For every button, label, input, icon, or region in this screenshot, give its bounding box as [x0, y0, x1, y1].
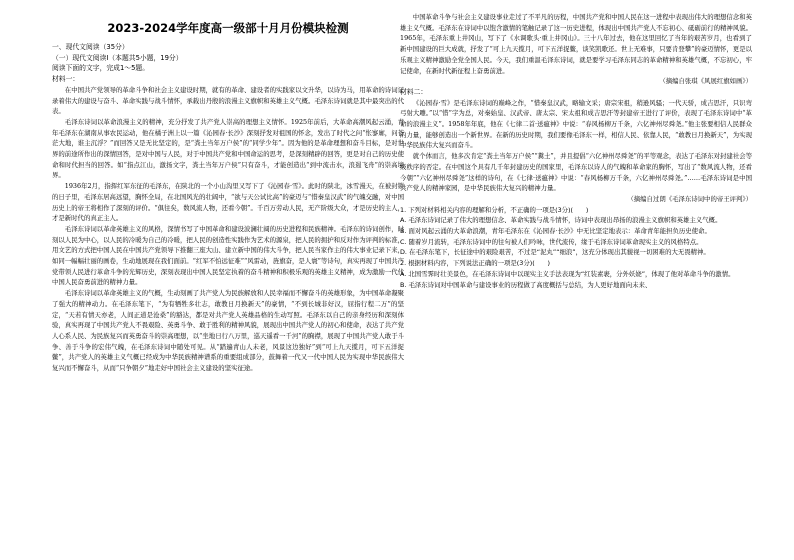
paragraph: 毛泽东诗词以革命英雄主义的风格，深情书写了中国革命和建设波澜壮阔的历史进程和民族精神。毛泽东的诗词创作，时刻以人民为中心，以人民的冷暖为自己的冷暖，把人民的创造性实践作为艺术的源泉，把人民的拥护和反对作为评判的标准，用文艺的方式把中国人民在中国共产党领导下推翻三座大山、建立新中国的伟大斗争，把人民当家作主的伟大事业记录下来，如同一幅幅壮丽的画卷，生动地展现在我们面前。“红军不怕远征难”“风雷动，旌旗奋，是人寰”等诗句，真实再现了中国共产党带领人民进行革命斗争的光辉历史，深刻表现出中国人民坚定执着的奋斗精神和积极乐观的英雄主义精神，成为激励一代代中国人民奋勇前进的精神力量。: [52, 224, 404, 287]
paragraph: 毛泽东诗词以革命英雄主义的气概，生动刻画了共产党人为民族解放和人民幸福而不懈奋斗的英雄形象，为中国革命凝聚了强大的精神动力。在毛泽东笔下，“为有牺牲多壮志，敢教日月换新天”的豪情，“不到长城非好汉，屈指行程二万”的坚定，“天若有情天亦老，人间正道是沧桑”的豁达，都是对共产党人英雄品格的生动写照。毛泽东以自己的亲身经历和深刻体验，真实再现了中国共产党人不畏艰险、英勇斗争、敢于胜利的精神风貌，展现出中国共产党人的初心和使命，表达了共产党人心系人民、为民族复兴而英勇奋斗的崇高理想，以“坐地日行八万里，巡天遥看一千河”的胸襟，展现了中国共产党人敢于斗争、善于斗争的宏伟气魄，在毛泽东诗词中随处可见。从“踏遍青山人未老，风景这边独好”到“可上九天揽月，可下五洋捉鳖”，共产党人的英雄主义气概已经成为中华民族精神谱系的重要组成部分，鼓舞着一代又一代中国人民为实现中华民族伟大复兴而不懈奋斗，从而“只争朝夕”地走好中国社会主义建设的坚实征途。: [52, 289, 404, 373]
answer-option: B. 毛泽东诗词对中国革命与建设事业的历程做了高度概括与总结，为人更好地面向未来、: [400, 280, 652, 289]
paragraph: 《沁园春·雪》是毛泽东诗词的巅峰之作，“惜秦皇汉武，略输文采；唐宗宋祖，稍逊风骚；一代天骄，成吉思汗，只识弯弓射大雕。”以“惜”字为总，对秦始皇、汉武帝、唐太宗、宋太祖和成吉思汗等封建帝王进行了评价，表现了毛泽东诗词中“革命的浪漫主义”。1958年年底，他在《七律二首·送瘟神》中说：“春风杨柳万千条，六亿神州尽舜尧。”他主张要相信人民群众的力量，能够创造出一个新世界。在新的历史时期，我们要像毛泽东一样，相信人民、依靠人民，“敢教日月换新天”，为实现中华民族伟大复兴而奋斗。: [400, 98, 752, 150]
question-text: 1. 下列对材料相关内容的理解和分析，不正确的一项是(3分)( ): [400, 205, 589, 214]
paragraph: 毛泽东诗词以革命浪漫主义的精神，充分抒发了共产党人崇高的理想主义情怀。1925年前后，大革命高潮风起云涌，青年毛泽东在湖南从事农民运动，他在橘子洲上以一篇《沁园春·长沙》深刻抒发对祖国的怀念，发出了时代之问“怅寥廓，问苍茫大地，谁主沉浮？”而回答又是无比坚定的，是“粪土当年万户侯”的“同学少年”。因为他的是革命理想和奋斗目标，是对世界的前途所作出的深情回答，是对中国与人民，对于中国共产党和中国命运的思考，是深刻精辟的回答，更是对自己的历史使命和时代担当的回答。如“指点江山，激扬文字，粪土当年万户侯”只有奋斗，才能创造出“到中流击水，浪遏飞舟”的崇高境界。: [52, 117, 404, 180]
answer-option: A. 毛泽东诗词记录了伟大的理想信念、革命实践与战斗情怀，诗词中表现出昂扬的浪漫主义旗帜和英雄主义气概。: [400, 216, 722, 225]
question-text: 2. 根据材料内容，下列说法正确的一项是(3分)( ): [400, 259, 550, 268]
source-citation: （摘编自张琪《风展红旗如画》）: [659, 77, 752, 86]
source-citation: （摘编自过朗《毛泽东诗词中的帝王评判》）: [627, 194, 752, 203]
paragraph: 中国革命斗争与社会主义建设事业走过了不平凡的历程，中国共产党和中国人民在这一进程中表现出伟大的理想信念和英雄主义气概。毛泽东在诗词中以饱含激情的笔触记录了这一历史进程，体现出中国共产党人不忘初心、砥砺前行的精神风貌。1965年，毛泽东重上井冈山，写下了《水调歌头·重上井冈山》。三十八年过去，他在这里回忆了当年的艰苦岁月，也看到了新中国建设的巨大成就，抒发了“可上九天揽月，可下五洋捉鳖，谈笑凯歌还。世上无难事，只要肯登攀”的豪迈情怀，更是以乐观主义精神激励全党全国人民。今天，我们重温毛泽东诗词，就是要学习毛泽东同志的革命精神和英雄气概，不忘初心，牢记使命，在新时代新征程上奋勇前进。: [400, 13, 752, 75]
paragraph: 就个体而言，他多次肯定“粪土当年万户侯”“糞土”，并且提倡“六亿神州尽舜尧”的平等观念，表达了毛泽东对封建社会等级秩序的否定。在中国这个具有几千年封建历史的国家里，毛泽东以诗人的气魄和革命家的胸怀，写出了“数风流人物，还看今朝”“六亿神州尽舜尧”这样的诗句，在《七律·送瘟神》中说：“春风杨柳万千条，六亿神州尽舜尧。”……毛泽东诗词是中国共产党人的精神家园，是中华民族伟大复兴的精神力量。: [400, 152, 752, 193]
section-heading: 一、现代文阅读（35分）: [52, 43, 129, 51]
answer-option: A. 北国雪霁时壮美景色，在毛泽东诗词中以现实主义手法表现为“红装素裹，分外妖娆”，体现了他对革命斗争的激情。: [400, 269, 735, 278]
answer-option: B. 面对风起云涌的大革命浪潮，青年毛泽东在《沁园春·长沙》中无比坚定地表示：革命青年能担负历史使命。: [400, 227, 711, 236]
paragraph: 在中国共产党领导的革命斗争和社会主义建设时期，就有的革命、建设者的实践家以文升华，以诗为马，用革命的诗词记录着伟大的建设与奋斗、革命实践与战斗情怀，承载出丹殷的浪漫主义旗帜和英雄主义气概。毛泽东诗词就是其中最突出的代表。: [52, 85, 404, 116]
instruction: 阅读下面的文字，完成1～5题。: [52, 64, 150, 73]
right-column: [400, 12, 752, 290]
subsection-heading: （一）现代文阅读Ⅰ（本题共5小题，19分）: [52, 53, 183, 62]
answer-option: D. 在毛泽东笔下，长征途中的艰险艰苦，不过是“泥丸”“细浪”，这充分体现出其藐视一切困难的大无畏精神。: [400, 248, 710, 257]
paragraph: 1936年2月，指挥红军东征的毛泽东，在陕北的一个小山沟里又写下了《沁园春·雪》。此时的陕北，冰雪漫天，在被封锁的日子里，毛泽东居高远望，胸怀全局，在北国风光的壮阔中，“欲与天公试比高”的豪迈与“惜秦皇汉武”的气魄交融，对中国历史上的帝王将相作了深刻的评价。“俱往矣，数风流人物，还看今朝”。千百万劳动人民，无产阶级大众，才是历史的主人，才是新时代的真正主人。: [52, 182, 404, 223]
exam-title: 2023-2024学年度高一级部十月月份模块检测: [107, 21, 349, 35]
answer-option: C. 随着岁月流转，毛泽东诗词中的往句被人们吟咏，世代流传，缘于毛泽东诗词革命现实主义的风格特点。: [400, 237, 703, 246]
material1-label: 材料一：: [52, 75, 80, 84]
material2-label: 材料二：: [400, 87, 428, 96]
left-column: [52, 22, 404, 374]
